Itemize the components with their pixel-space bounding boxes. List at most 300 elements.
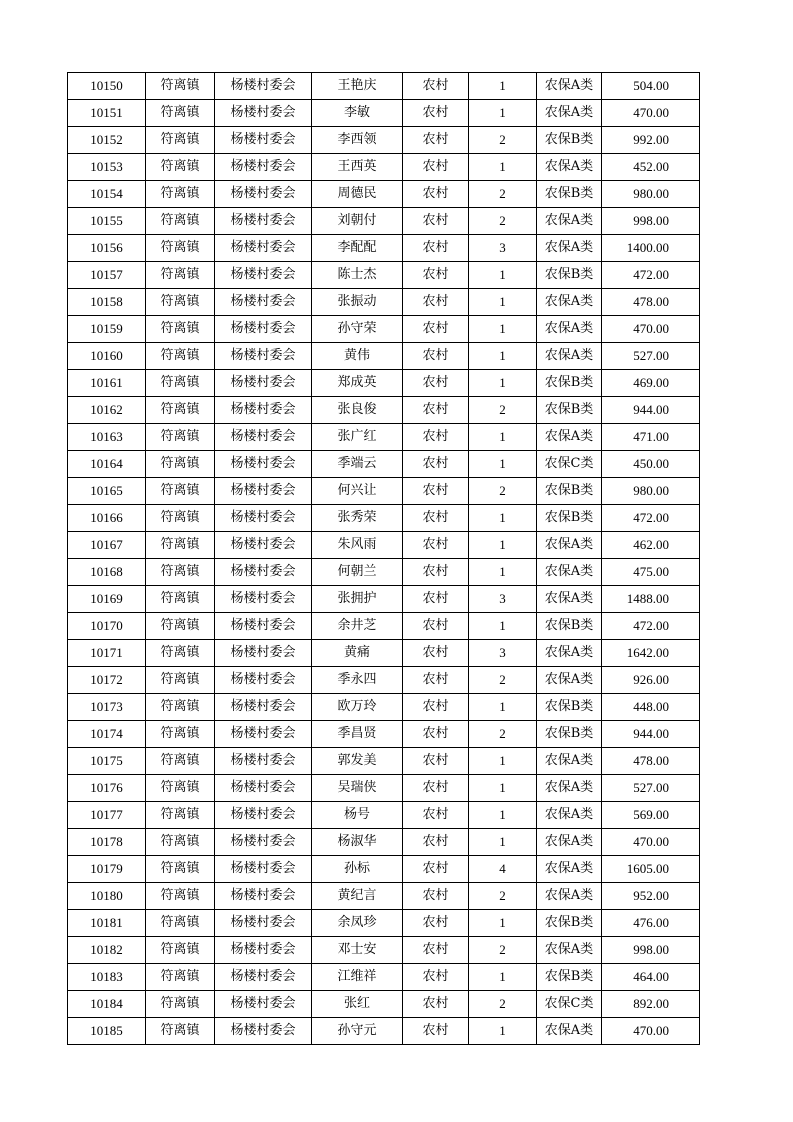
town-cell: 符离镇: [146, 262, 215, 289]
area-cell: 农村: [403, 343, 469, 370]
household-count-cell: 1: [469, 73, 537, 100]
area-cell: 农村: [403, 208, 469, 235]
town-cell: 符离镇: [146, 883, 215, 910]
name-cell: 张振动: [312, 289, 403, 316]
area-cell: 农村: [403, 856, 469, 883]
household-count-cell: 1: [469, 451, 537, 478]
amount-cell: 952.00: [602, 883, 700, 910]
table-row: [68, 262, 700, 289]
record-id-cell: 10185: [68, 1018, 146, 1045]
area-cell: 农村: [403, 559, 469, 586]
area-cell: 农村: [403, 262, 469, 289]
household-count-cell: 2: [469, 991, 537, 1018]
amount-cell: 998.00: [602, 937, 700, 964]
name-cell: 杨号: [312, 802, 403, 829]
category-cell: 农保B类: [537, 262, 602, 289]
category-cell: 农保B类: [537, 370, 602, 397]
amount-cell: 1488.00: [602, 586, 700, 613]
table-row: [68, 667, 700, 694]
household-count-cell: 2: [469, 721, 537, 748]
table-row: [68, 208, 700, 235]
household-count-cell: 2: [469, 208, 537, 235]
category-cell: 农保A类: [537, 856, 602, 883]
name-cell: 郭发美: [312, 748, 403, 775]
amount-cell: 1605.00: [602, 856, 700, 883]
category-cell: 农保B类: [537, 127, 602, 154]
name-cell: 刘朝付: [312, 208, 403, 235]
area-cell: 农村: [403, 478, 469, 505]
amount-cell: 569.00: [602, 802, 700, 829]
household-count-cell: 2: [469, 937, 537, 964]
village-cell: 杨楼村委会: [215, 343, 312, 370]
amount-cell: 475.00: [602, 559, 700, 586]
amount-cell: 478.00: [602, 289, 700, 316]
area-cell: 农村: [403, 181, 469, 208]
town-cell: 符离镇: [146, 640, 215, 667]
town-cell: 符离镇: [146, 181, 215, 208]
town-cell: 符离镇: [146, 505, 215, 532]
amount-cell: 462.00: [602, 532, 700, 559]
category-cell: 农保A类: [537, 73, 602, 100]
name-cell: 李敏: [312, 100, 403, 127]
name-cell: 李西领: [312, 127, 403, 154]
amount-cell: 504.00: [602, 73, 700, 100]
household-count-cell: 2: [469, 181, 537, 208]
name-cell: 孙标: [312, 856, 403, 883]
record-id-cell: 10165: [68, 478, 146, 505]
village-cell: 杨楼村委会: [215, 289, 312, 316]
amount-cell: 472.00: [602, 505, 700, 532]
village-cell: 杨楼村委会: [215, 451, 312, 478]
household-count-cell: 4: [469, 856, 537, 883]
amount-cell: 478.00: [602, 748, 700, 775]
household-count-cell: 1: [469, 343, 537, 370]
household-count-cell: 1: [469, 694, 537, 721]
town-cell: 符离镇: [146, 559, 215, 586]
village-cell: 杨楼村委会: [215, 424, 312, 451]
category-cell: 农保A类: [537, 775, 602, 802]
town-cell: 符离镇: [146, 748, 215, 775]
household-count-cell: 1: [469, 532, 537, 559]
table-row: [68, 829, 700, 856]
village-cell: 杨楼村委会: [215, 991, 312, 1018]
record-id-cell: 10171: [68, 640, 146, 667]
town-cell: 符离镇: [146, 289, 215, 316]
table-row: [68, 1018, 700, 1045]
village-cell: 杨楼村委会: [215, 586, 312, 613]
area-cell: 农村: [403, 829, 469, 856]
village-cell: 杨楼村委会: [215, 640, 312, 667]
area-cell: 农村: [403, 424, 469, 451]
record-id-cell: 10157: [68, 262, 146, 289]
record-id-cell: 10172: [68, 667, 146, 694]
household-count-cell: 2: [469, 397, 537, 424]
record-id-cell: 10170: [68, 613, 146, 640]
area-cell: 农村: [403, 694, 469, 721]
name-cell: 朱风雨: [312, 532, 403, 559]
amount-cell: 448.00: [602, 694, 700, 721]
name-cell: 孙守元: [312, 1018, 403, 1045]
amount-cell: 470.00: [602, 829, 700, 856]
name-cell: 黄纪言: [312, 883, 403, 910]
name-cell: 黄痛: [312, 640, 403, 667]
household-count-cell: 1: [469, 262, 537, 289]
table-row: [68, 532, 700, 559]
amount-cell: 472.00: [602, 613, 700, 640]
household-count-cell: 2: [469, 478, 537, 505]
record-id-cell: 10175: [68, 748, 146, 775]
town-cell: 符离镇: [146, 127, 215, 154]
record-id-cell: 10183: [68, 964, 146, 991]
name-cell: 张红: [312, 991, 403, 1018]
table-row: [68, 964, 700, 991]
allowance-table: [67, 72, 700, 1045]
area-cell: 农村: [403, 235, 469, 262]
household-count-cell: 1: [469, 964, 537, 991]
category-cell: 农保B类: [537, 613, 602, 640]
town-cell: 符离镇: [146, 316, 215, 343]
table-row: [68, 748, 700, 775]
town-cell: 符离镇: [146, 73, 215, 100]
town-cell: 符离镇: [146, 721, 215, 748]
town-cell: 符离镇: [146, 154, 215, 181]
record-id-cell: 10164: [68, 451, 146, 478]
amount-cell: 471.00: [602, 424, 700, 451]
name-cell: 江维祥: [312, 964, 403, 991]
area-cell: 农村: [403, 721, 469, 748]
village-cell: 杨楼村委会: [215, 910, 312, 937]
household-count-cell: 1: [469, 775, 537, 802]
area-cell: 农村: [403, 532, 469, 559]
amount-cell: 527.00: [602, 343, 700, 370]
area-cell: 农村: [403, 964, 469, 991]
table-row: [68, 478, 700, 505]
amount-cell: 998.00: [602, 208, 700, 235]
area-cell: 农村: [403, 505, 469, 532]
village-cell: 杨楼村委会: [215, 937, 312, 964]
amount-cell: 980.00: [602, 478, 700, 505]
town-cell: 符离镇: [146, 1018, 215, 1045]
record-id-cell: 10177: [68, 802, 146, 829]
record-id-cell: 10151: [68, 100, 146, 127]
record-id-cell: 10161: [68, 370, 146, 397]
household-count-cell: 1: [469, 505, 537, 532]
table-row: [68, 181, 700, 208]
village-cell: 杨楼村委会: [215, 856, 312, 883]
amount-cell: 472.00: [602, 262, 700, 289]
category-cell: 农保A类: [537, 559, 602, 586]
household-count-cell: 2: [469, 667, 537, 694]
table-row: [68, 559, 700, 586]
name-cell: 吴瑞侠: [312, 775, 403, 802]
amount-cell: 992.00: [602, 127, 700, 154]
name-cell: 周德民: [312, 181, 403, 208]
area-cell: 农村: [403, 127, 469, 154]
name-cell: 何朝兰: [312, 559, 403, 586]
village-cell: 杨楼村委会: [215, 208, 312, 235]
area-cell: 农村: [403, 937, 469, 964]
category-cell: 农保B类: [537, 694, 602, 721]
village-cell: 杨楼村委会: [215, 1018, 312, 1045]
town-cell: 符离镇: [146, 694, 215, 721]
town-cell: 符离镇: [146, 586, 215, 613]
area-cell: 农村: [403, 910, 469, 937]
town-cell: 符离镇: [146, 775, 215, 802]
area-cell: 农村: [403, 100, 469, 127]
village-cell: 杨楼村委会: [215, 127, 312, 154]
area-cell: 农村: [403, 586, 469, 613]
record-id-cell: 10176: [68, 775, 146, 802]
area-cell: 农村: [403, 775, 469, 802]
name-cell: 邓士安: [312, 937, 403, 964]
table-row: [68, 910, 700, 937]
category-cell: 农保C类: [537, 451, 602, 478]
town-cell: 符离镇: [146, 397, 215, 424]
town-cell: 符离镇: [146, 910, 215, 937]
town-cell: 符离镇: [146, 937, 215, 964]
town-cell: 符离镇: [146, 424, 215, 451]
category-cell: 农保A类: [537, 640, 602, 667]
record-id-cell: 10163: [68, 424, 146, 451]
town-cell: 符离镇: [146, 478, 215, 505]
town-cell: 符离镇: [146, 532, 215, 559]
amount-cell: 464.00: [602, 964, 700, 991]
name-cell: 李配配: [312, 235, 403, 262]
area-cell: 农村: [403, 667, 469, 694]
table-row: [68, 883, 700, 910]
category-cell: 农保B类: [537, 721, 602, 748]
household-count-cell: 1: [469, 613, 537, 640]
table-row: [68, 451, 700, 478]
name-cell: 欧万玲: [312, 694, 403, 721]
category-cell: 农保A类: [537, 1018, 602, 1045]
area-cell: 农村: [403, 640, 469, 667]
table-row: [68, 991, 700, 1018]
record-id-cell: 10167: [68, 532, 146, 559]
household-count-cell: 2: [469, 883, 537, 910]
name-cell: 张秀荣: [312, 505, 403, 532]
name-cell: 孙守荣: [312, 316, 403, 343]
village-cell: 杨楼村委会: [215, 100, 312, 127]
record-id-cell: 10162: [68, 397, 146, 424]
household-count-cell: 1: [469, 910, 537, 937]
household-count-cell: 1: [469, 1018, 537, 1045]
town-cell: 符离镇: [146, 343, 215, 370]
amount-cell: 1642.00: [602, 640, 700, 667]
town-cell: 符离镇: [146, 370, 215, 397]
village-cell: 杨楼村委会: [215, 154, 312, 181]
category-cell: 农保A类: [537, 343, 602, 370]
village-cell: 杨楼村委会: [215, 397, 312, 424]
table-row: [68, 586, 700, 613]
village-cell: 杨楼村委会: [215, 748, 312, 775]
name-cell: 黄伟: [312, 343, 403, 370]
town-cell: 符离镇: [146, 613, 215, 640]
record-id-cell: 10152: [68, 127, 146, 154]
category-cell: 农保A类: [537, 289, 602, 316]
amount-cell: 470.00: [602, 316, 700, 343]
category-cell: 农保B类: [537, 478, 602, 505]
town-cell: 符离镇: [146, 208, 215, 235]
town-cell: 符离镇: [146, 100, 215, 127]
category-cell: 农保B类: [537, 910, 602, 937]
village-cell: 杨楼村委会: [215, 262, 312, 289]
category-cell: 农保A类: [537, 316, 602, 343]
category-cell: 农保A类: [537, 667, 602, 694]
category-cell: 农保B类: [537, 505, 602, 532]
household-count-cell: 1: [469, 370, 537, 397]
category-cell: 农保A类: [537, 883, 602, 910]
table-row: [68, 127, 700, 154]
amount-cell: 944.00: [602, 721, 700, 748]
amount-cell: 469.00: [602, 370, 700, 397]
village-cell: 杨楼村委会: [215, 559, 312, 586]
amount-cell: 450.00: [602, 451, 700, 478]
town-cell: 符离镇: [146, 235, 215, 262]
table-row: [68, 73, 700, 100]
name-cell: 余凤珍: [312, 910, 403, 937]
household-count-cell: 3: [469, 586, 537, 613]
category-cell: 农保A类: [537, 235, 602, 262]
town-cell: 符离镇: [146, 964, 215, 991]
village-cell: 杨楼村委会: [215, 964, 312, 991]
village-cell: 杨楼村委会: [215, 181, 312, 208]
record-id-cell: 10182: [68, 937, 146, 964]
table-row: [68, 721, 700, 748]
table-row: [68, 613, 700, 640]
household-count-cell: 3: [469, 640, 537, 667]
town-cell: 符离镇: [146, 451, 215, 478]
table-row: [68, 100, 700, 127]
village-cell: 杨楼村委会: [215, 73, 312, 100]
table-row: [68, 154, 700, 181]
category-cell: 农保A类: [537, 208, 602, 235]
area-cell: 农村: [403, 73, 469, 100]
category-cell: 农保C类: [537, 991, 602, 1018]
household-count-cell: 1: [469, 559, 537, 586]
name-cell: 郑成英: [312, 370, 403, 397]
record-id-cell: 10168: [68, 559, 146, 586]
village-cell: 杨楼村委会: [215, 721, 312, 748]
category-cell: 农保A类: [537, 100, 602, 127]
category-cell: 农保A类: [537, 586, 602, 613]
record-id-cell: 10155: [68, 208, 146, 235]
category-cell: 农保B类: [537, 181, 602, 208]
area-cell: 农村: [403, 154, 469, 181]
amount-cell: 892.00: [602, 991, 700, 1018]
record-id-cell: 10159: [68, 316, 146, 343]
name-cell: 陈士杰: [312, 262, 403, 289]
table-row: [68, 694, 700, 721]
name-cell: 张广红: [312, 424, 403, 451]
category-cell: 农保A类: [537, 748, 602, 775]
area-cell: 农村: [403, 316, 469, 343]
name-cell: 何兴让: [312, 478, 403, 505]
amount-cell: 476.00: [602, 910, 700, 937]
village-cell: 杨楼村委会: [215, 478, 312, 505]
table-row: [68, 937, 700, 964]
village-cell: 杨楼村委会: [215, 883, 312, 910]
village-cell: 杨楼村委会: [215, 775, 312, 802]
village-cell: 杨楼村委会: [215, 370, 312, 397]
amount-cell: 452.00: [602, 154, 700, 181]
area-cell: 农村: [403, 883, 469, 910]
village-cell: 杨楼村委会: [215, 667, 312, 694]
amount-cell: 470.00: [602, 1018, 700, 1045]
table-row: [68, 397, 700, 424]
category-cell: 农保A类: [537, 829, 602, 856]
table-row: [68, 235, 700, 262]
village-cell: 杨楼村委会: [215, 694, 312, 721]
area-cell: 农村: [403, 451, 469, 478]
amount-cell: 926.00: [602, 667, 700, 694]
table-body: [68, 73, 700, 1045]
household-count-cell: 1: [469, 829, 537, 856]
table-row: [68, 856, 700, 883]
record-id-cell: 10179: [68, 856, 146, 883]
household-count-cell: 1: [469, 100, 537, 127]
name-cell: 季昌贤: [312, 721, 403, 748]
amount-cell: 1400.00: [602, 235, 700, 262]
table-row: [68, 370, 700, 397]
category-cell: 农保A类: [537, 802, 602, 829]
area-cell: 农村: [403, 370, 469, 397]
table-row: [68, 343, 700, 370]
category-cell: 农保B类: [537, 397, 602, 424]
record-id-cell: 10180: [68, 883, 146, 910]
record-id-cell: 10150: [68, 73, 146, 100]
name-cell: 余井芝: [312, 613, 403, 640]
amount-cell: 527.00: [602, 775, 700, 802]
village-cell: 杨楼村委会: [215, 802, 312, 829]
category-cell: 农保B类: [537, 964, 602, 991]
record-id-cell: 10154: [68, 181, 146, 208]
household-count-cell: 1: [469, 289, 537, 316]
area-cell: 农村: [403, 991, 469, 1018]
record-id-cell: 10173: [68, 694, 146, 721]
table-row: [68, 640, 700, 667]
area-cell: 农村: [403, 397, 469, 424]
category-cell: 农保A类: [537, 154, 602, 181]
table-row: [68, 802, 700, 829]
amount-cell: 470.00: [602, 100, 700, 127]
household-count-cell: 1: [469, 316, 537, 343]
record-id-cell: 10158: [68, 289, 146, 316]
town-cell: 符离镇: [146, 802, 215, 829]
household-count-cell: 1: [469, 424, 537, 451]
household-count-cell: 1: [469, 802, 537, 829]
table-row: [68, 316, 700, 343]
village-cell: 杨楼村委会: [215, 316, 312, 343]
town-cell: 符离镇: [146, 856, 215, 883]
name-cell: 季端云: [312, 451, 403, 478]
household-count-cell: 1: [469, 154, 537, 181]
household-count-cell: 2: [469, 127, 537, 154]
table-row: [68, 775, 700, 802]
area-cell: 农村: [403, 802, 469, 829]
area-cell: 农村: [403, 1018, 469, 1045]
record-id-cell: 10166: [68, 505, 146, 532]
record-id-cell: 10156: [68, 235, 146, 262]
record-id-cell: 10184: [68, 991, 146, 1018]
town-cell: 符离镇: [146, 991, 215, 1018]
village-cell: 杨楼村委会: [215, 613, 312, 640]
table-row: [68, 424, 700, 451]
name-cell: 杨淑华: [312, 829, 403, 856]
area-cell: 农村: [403, 613, 469, 640]
record-id-cell: 10169: [68, 586, 146, 613]
record-id-cell: 10181: [68, 910, 146, 937]
